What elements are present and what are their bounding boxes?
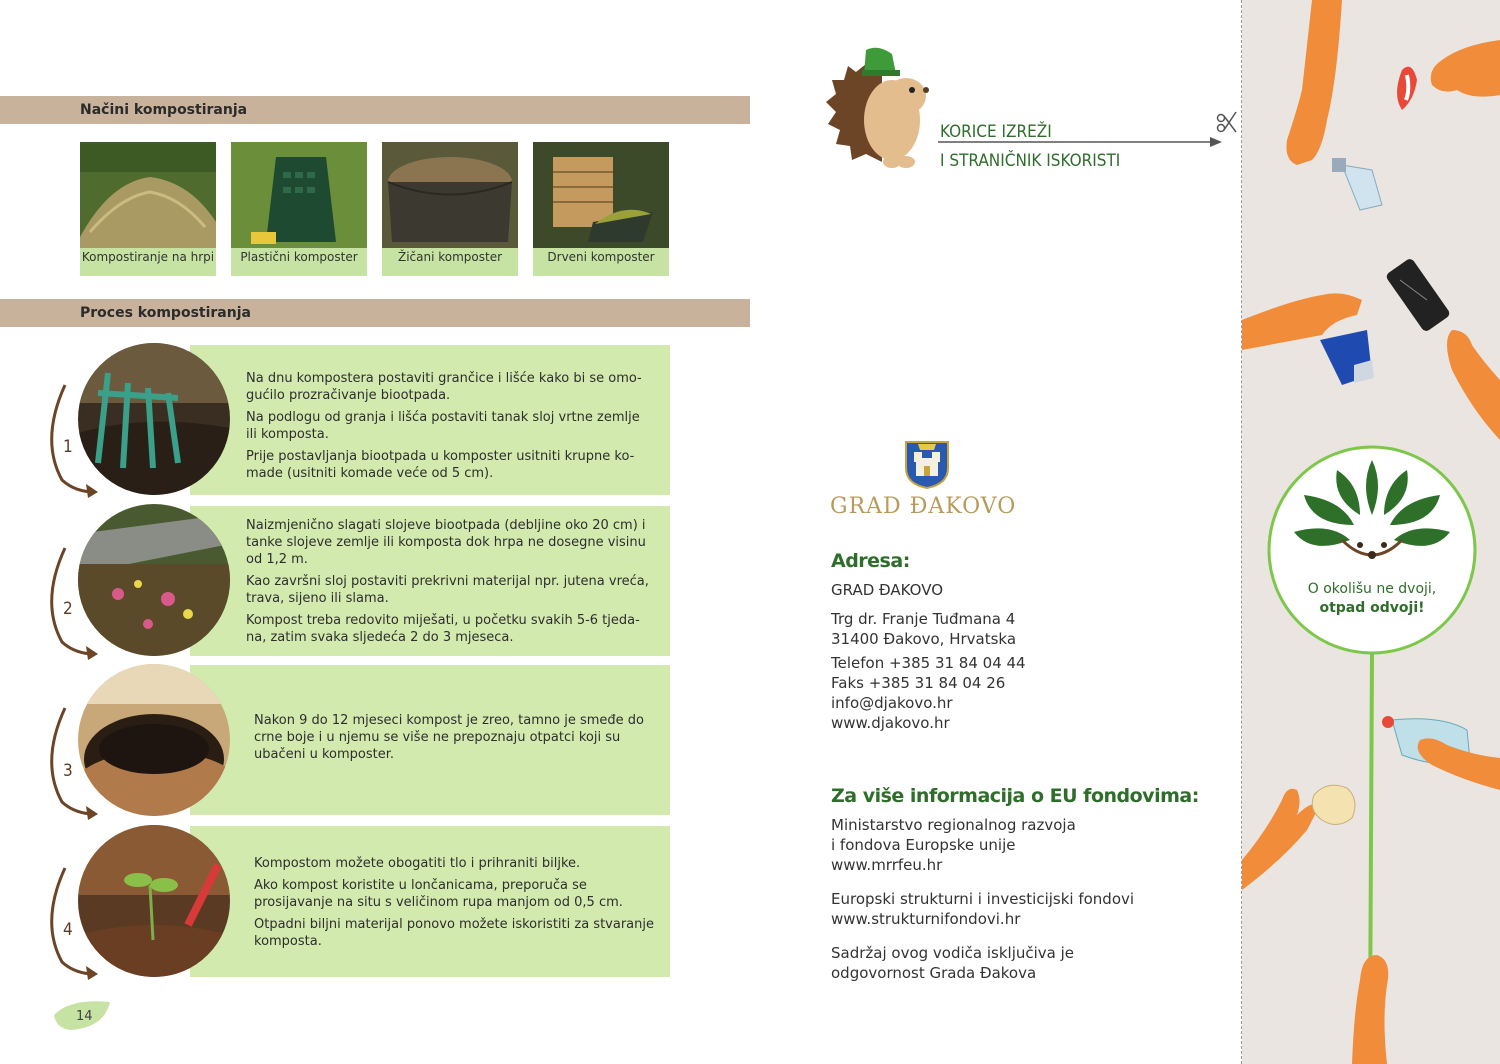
smartphone-icon	[1385, 257, 1451, 333]
coat-of-arms-icon	[904, 440, 950, 490]
hand-right-icon	[1447, 330, 1500, 440]
lightbulb-icon	[1332, 158, 1382, 210]
method-label: Plastični komposter	[240, 250, 358, 264]
step-text-1	[246, 370, 651, 487]
step-number: 4	[63, 920, 73, 940]
wire-composter-photo	[382, 142, 518, 248]
apple-core-icon	[1397, 67, 1417, 110]
address-email[interactable]: info@djakovo.hr	[831, 694, 953, 712]
method-card	[231, 142, 367, 276]
step-paragraph: Kao završni sloj postaviti prekrivni materijal npr. jutena vreća, trava, sijeno ili slama.	[246, 574, 649, 606]
step-paragraph: Prije postavljanja biootpada u komposter usitniti krupne ko-made (usitniti komade veće od 5 cm).	[246, 449, 635, 481]
cut-note-line2: I STRANIČNIK ISKORISTI	[940, 151, 1121, 171]
method-card	[80, 142, 216, 276]
step-paragraph: Nakon 9 do 12 mjeseci kompost je zreo, tamno je smeđe do crne boje i u njemu se više ne prepoznaju otpatci koji su ubačeni u komposter.	[254, 713, 644, 762]
eu-disclaimer-line2: odgovornost Grada Đakova	[831, 964, 1037, 982]
eu-ministry-line1: Ministarstvo regionalnog razvoja	[831, 816, 1076, 834]
section-header-process	[0, 299, 750, 327]
eu-ministry-line2: i fondova Europske unije	[831, 836, 1016, 854]
bookmark-illustration	[1242, 0, 1500, 1064]
scissors-icon	[1218, 112, 1237, 132]
step-arrows	[40, 380, 110, 980]
step-text-2	[246, 517, 651, 651]
address-phone: Telefon +385 31 84 04 44	[831, 654, 1026, 672]
step-paragraph: Kompost treba redovito miješati, u početku svakih 5-6 tjeda-na, zatim svaka sljedeća 2 do 3 mjeseca.	[246, 613, 640, 645]
hedgehog-mascot-icon	[826, 44, 930, 176]
crumpled-paper-icon	[1312, 785, 1355, 824]
slogan-line2: otpad odvoji!	[1319, 600, 1425, 616]
step-number: 3	[63, 761, 73, 781]
method-card	[382, 142, 518, 276]
step-paragraph: Kompostom možete obogatiti tlo i prihraniti biljke.	[254, 856, 581, 871]
step-text-3	[254, 712, 659, 768]
hand-top-right-icon	[1431, 40, 1500, 97]
address-street: Trg dr. Franje Tuđmana 4	[831, 610, 1016, 628]
hand-arm-icon	[1286, 0, 1342, 165]
section-title: Načini kompostiranja	[80, 102, 248, 118]
page-number: 14	[76, 1009, 93, 1024]
method-label: Kompostiranje na hrpi	[81, 250, 215, 264]
address-fax: Faks +385 31 84 04 26	[831, 674, 1006, 692]
step-paragraph: Na dnu kompostera postaviti grančice i lišće kako bi se omo-gućilo prozračivanje biootpada.	[246, 371, 642, 403]
step-paragraph: Naizmjenično slagati slojeve biootpada (debljine oko 20 cm) i tanke slojeve zemlje ili komposta dok hrpa ne dosegne visinu od 1,2 m.	[246, 518, 646, 567]
slogan	[1282, 580, 1462, 618]
address-org: GRAD ĐAKOVO	[831, 581, 944, 599]
step-number: 1	[63, 437, 73, 457]
section-header-methods	[0, 96, 750, 124]
slogan-line1: O okolišu ne dvoji,	[1307, 581, 1437, 597]
method-card	[533, 142, 669, 276]
step-paragraph: Ako kompost koristite u lončanicama, preporuča se prosijavanje na situ s veličinom rupa manjom od 0,5 cm.	[254, 878, 623, 910]
can-icon	[1320, 330, 1374, 385]
step-number: 2	[63, 599, 73, 619]
wooden-composter-photo	[533, 142, 669, 248]
eu-funds: Europski strukturni i investicijski fondovi	[831, 890, 1135, 908]
city-name: GRAD ĐAKOVO	[830, 494, 1017, 519]
hand-bottom-icon	[1352, 955, 1388, 1064]
eu-disclaimer-line1: Sadržaj ovog vodiča isključiva je	[831, 944, 1075, 962]
method-label: Drveni komposter	[547, 250, 655, 264]
eu-ministry-web[interactable]: www.mrrfeu.hr	[831, 856, 943, 874]
address-heading: Adresa:	[831, 550, 910, 572]
cut-arrow	[938, 104, 1238, 148]
step-text-4	[254, 855, 659, 955]
address-web[interactable]: www.djakovo.hr	[831, 714, 950, 732]
step-paragraph: Otpadni biljni materijal ponovo možete iskoristiti za stvaranje komposta.	[254, 917, 654, 949]
eu-funds-web[interactable]: www.strukturnifondovi.hr	[831, 910, 1021, 928]
cut-note-line1: KORICE IZREŽI	[940, 122, 1052, 142]
step-paragraph: Na podlogu od granja i lišća postaviti tanak sloj vrtne zemlje ili komposta.	[246, 410, 640, 442]
hand-lower-left-icon	[1242, 789, 1320, 890]
address-city: 31400 Đakovo, Hrvatska	[831, 630, 1017, 648]
section-title: Proces kompostiranja	[80, 305, 251, 321]
method-label: Žičani komposter	[397, 250, 503, 264]
eu-heading: Za više informacija o EU fondovima:	[831, 785, 1199, 807]
plastic-composter-photo	[231, 142, 367, 248]
compost-heap-photo	[80, 142, 216, 248]
